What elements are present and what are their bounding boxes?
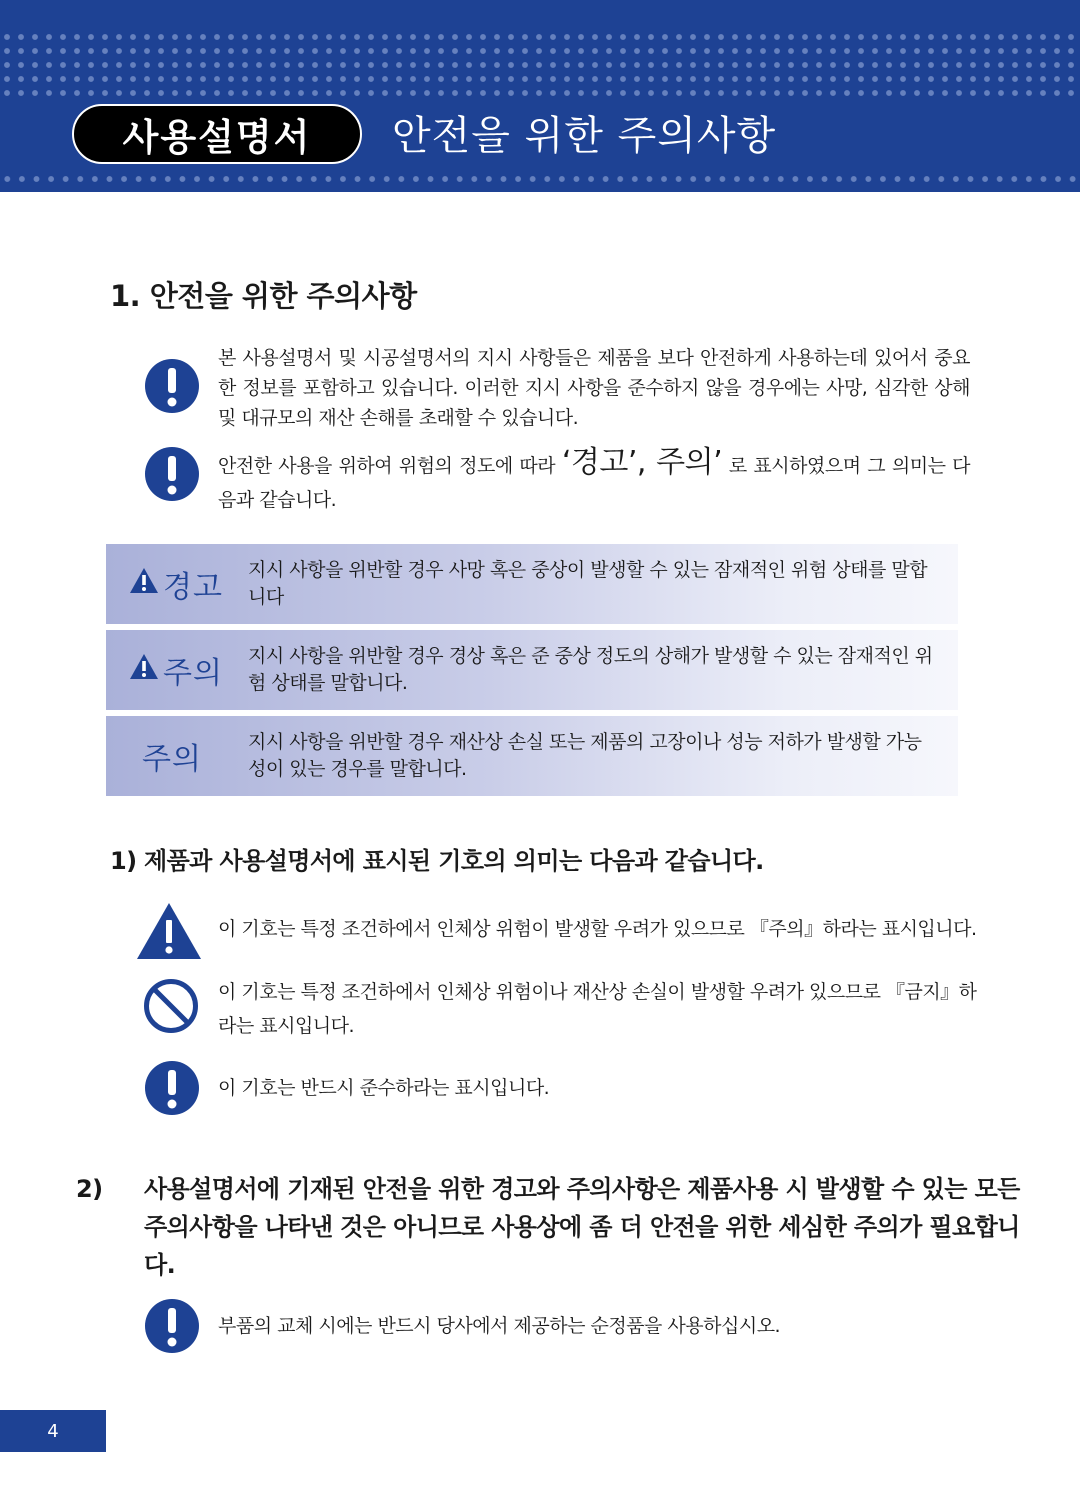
- banner-dot-strip: [0, 168, 1080, 192]
- intro-paragraph: 본 사용설명서 및 시공설명서의 지시 사항들은 제품을 보다 안전하게 사용하는데 있어서 중요한 정보를 포함하고 있습니다. 이러한 지시 사항을 준수하지 않을 경우에는 사망, 심각한 상해 및 대규모의 재산 손해를 초래할 수 있습니다.: [218, 347, 970, 429]
- level-label: 경고: [120, 544, 232, 624]
- level-row-warning: [106, 544, 958, 624]
- symbol-description: 이 기호는 반드시 준수하라는 표시입니다.: [218, 1077, 550, 1099]
- level-description: 지시 사항을 위반할 경우 사망 혹은 중상이 발생할 수 있는 잠재적인 위험 상태를 말합니다: [248, 559, 928, 608]
- banner-title: 안전을 위한 주의사항: [392, 113, 777, 159]
- mandatory-exclamation-icon: [144, 1298, 200, 1354]
- page-number: 4: [0, 1410, 106, 1452]
- note-text: 부품의 교체 시에는 반드시 당사에서 제공하는 순정품을 사용하십시오.: [218, 1315, 781, 1337]
- section2-heading: 2) 사용설명서에 기재된 안전을 위한 경고와 주의사항은 제품사용 시 발생할 수 있는 모든 주의사항을 나타낸 것은 아니므로 사용상에 좀 더 안전을 위한 세심한 주의가 필요합니다.: [76, 1175, 1020, 1279]
- level-intro-paragraph: 안전한 사용을 위하여 위험의 정도에 따라 ‘경고’, 주의’ 로 표시하였으며 그 의미는 다음과 같습니다.: [218, 445, 970, 511]
- symbol-description: 이 기호는 특정 조건하에서 인체상 위험이 발생할 우려가 있으므로 『주의』하라는 표시입니다.: [218, 918, 977, 940]
- mandatory-exclamation-icon: [144, 358, 200, 414]
- level-row-notice: [106, 716, 958, 796]
- symbols-heading: 1) 제품과 사용설명서에 표시된 기호의 의미는 다음과 같습니다.: [110, 847, 764, 875]
- manual-label-pill: 사용설명서: [72, 104, 362, 164]
- mandatory-exclamation-icon: [144, 1060, 200, 1116]
- level-description: 지시 사항을 위반할 경우 경상 혹은 준 중상 정도의 상해가 발생할 수 있는 잠재적인 위험 상태를 말합니다.: [248, 645, 933, 694]
- symbol-description: 이 기호는 특정 조건하에서 인체상 위험이나 재산상 손실이 발생할 우려가 있으므로 『금지』하라는 표시입니다.: [218, 981, 977, 1037]
- level-terms: ‘경고’, 주의’: [561, 445, 723, 480]
- section-heading: 1. 안전을 위한 주의사항: [110, 279, 417, 313]
- level-label: 주의: [142, 742, 202, 777]
- mandatory-exclamation-icon: [144, 446, 200, 502]
- banner-dot-pattern: [0, 30, 1080, 100]
- level-description: 지시 사항을 위반할 경우 재산상 손실 또는 제품의 고장이나 성능 저하가 발생할 가능성이 있는 경우를 말합니다.: [248, 731, 922, 780]
- prohibited-icon: [143, 978, 199, 1034]
- warning-triangle-icon: [129, 567, 159, 602]
- warning-triangle-icon: [129, 653, 159, 688]
- warning-triangle-icon: [136, 902, 202, 960]
- level-label: 주의: [120, 630, 232, 710]
- header-banner: [0, 0, 1080, 192]
- level-row-caution: [106, 630, 958, 710]
